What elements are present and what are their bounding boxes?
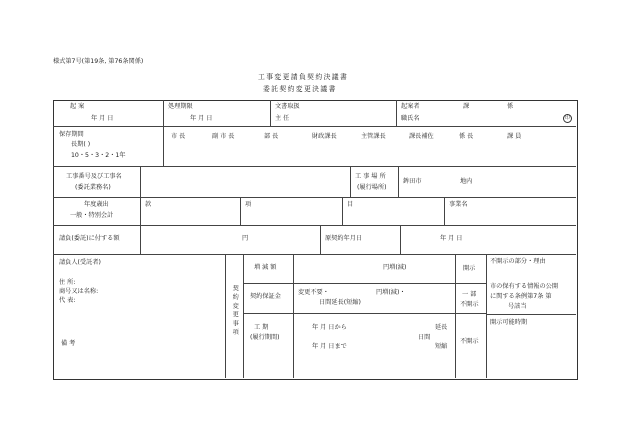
- ko-label: 項: [245, 201, 252, 208]
- choki-label: 長期( ): [71, 141, 91, 148]
- kaiji-label: 開示: [463, 265, 476, 272]
- approver-assistant-chief: 課長補佐: [409, 133, 434, 140]
- bunsho-label: 文書取扱: [275, 103, 300, 110]
- approver-finance-chief: 財政課長: [312, 133, 337, 140]
- kiansha-label: 起案者: [401, 103, 420, 110]
- hoshokin-label: 契約保証金: [250, 293, 281, 300]
- nikan-label: 日間: [418, 334, 431, 341]
- approver-director: 部 長: [264, 133, 279, 140]
- rikou-kikan-label: (履行期間): [250, 334, 280, 341]
- nendo-label: 年度歳出: [84, 201, 109, 208]
- col-divider: [243, 254, 244, 378]
- kaikei-label: 一般・特別会計: [70, 212, 114, 219]
- city-name: 鉾田市: [403, 178, 422, 185]
- kian-label: 起 案: [70, 103, 85, 110]
- tanshuku-label: 短縮: [435, 343, 448, 350]
- hoshokin-yen: 円増(減)・: [376, 289, 406, 296]
- col-divider: [140, 197, 141, 225]
- col-divider: [350, 166, 351, 197]
- row-divider: [53, 166, 576, 167]
- row-divider: [53, 225, 576, 226]
- document-title-commission: 委託契約変更決議書: [263, 85, 337, 93]
- row-divider: [53, 197, 576, 198]
- cell-divider: [243, 313, 486, 314]
- chinai-label: 地内: [460, 178, 473, 185]
- kakari-label: 係: [507, 103, 514, 110]
- col-divider: [455, 254, 456, 378]
- approver-mayor: 市 長: [171, 133, 186, 140]
- fukaiji-part-label: 不開示の部分・理由: [490, 258, 546, 265]
- col-divider: [163, 126, 164, 166]
- ukeoi-amount-label: 請負(委託)に付する額: [59, 235, 120, 242]
- kaiji-jiki-label: 開示可能時期: [490, 319, 528, 326]
- zogen-yen: 円増(減): [383, 264, 407, 271]
- keiyaku-henko-vertical: 契約変更事項: [231, 285, 239, 338]
- encho-label: 延長: [435, 324, 448, 331]
- col-divider: [163, 100, 164, 126]
- row-divider: [53, 254, 576, 255]
- seal-icon: 印: [564, 115, 570, 121]
- shunin-label: 主 任: [275, 115, 290, 122]
- col-divider: [140, 225, 141, 254]
- col-divider: [444, 197, 445, 225]
- row-divider: [53, 126, 576, 127]
- bikou-label: 備 考: [61, 340, 76, 347]
- koji-name-label: 工事番号及び工事名: [66, 173, 122, 180]
- approver-subsection-chief: 係 長: [459, 133, 474, 140]
- col-divider: [140, 166, 141, 197]
- col-divider: [293, 254, 294, 378]
- koki-from-date: 年 月 日から: [312, 324, 347, 331]
- form-table-frame: [53, 100, 578, 380]
- cell-divider: [243, 283, 486, 284]
- ukeoi-nin-label: 請負人(受託者): [59, 259, 101, 266]
- itaku-name-label: (委託業務名): [75, 184, 111, 191]
- koki-to-date: 年 月 日まで: [312, 343, 347, 350]
- ka-label: 課: [463, 103, 470, 110]
- kian-date: 年 月 日: [91, 115, 114, 122]
- kan-label: 款: [145, 201, 152, 208]
- zogen-label: 増 減 額: [254, 264, 277, 271]
- shogo-label: 商号又は名称:: [59, 288, 99, 295]
- gen-keiyaku-label: 原契約年月日: [325, 235, 363, 242]
- col-divider: [320, 225, 321, 254]
- form-number: 様式第7号(第19条, 第76条関係): [53, 58, 144, 65]
- moku-label: 目: [347, 201, 354, 208]
- approver-staff: 課 員: [507, 133, 522, 140]
- fukaiji-reason-line2: に関する条例第7条 第: [490, 293, 552, 300]
- approver-section-chief: 主管課長: [361, 133, 386, 140]
- col-divider: [396, 100, 397, 126]
- col-divider: [398, 166, 399, 197]
- henko-fuyo: 変更不要・: [298, 289, 329, 296]
- document-title-construction: 工事変更請負契約決議書: [258, 73, 349, 81]
- col-divider: [342, 197, 343, 225]
- fukaiji-reason-line1: 市の保有する情報の公開: [490, 283, 559, 290]
- shori-date: 年 月 日: [190, 115, 213, 122]
- rikou-basho-label: (履行場所): [357, 184, 387, 191]
- shori-label: 処理期限: [168, 103, 193, 110]
- col-divider: [486, 254, 487, 378]
- col-divider: [270, 100, 271, 126]
- shokushimei-label: 職氏名: [401, 115, 420, 122]
- col-divider: [240, 197, 241, 225]
- daihyo-label: 代 表:: [59, 297, 76, 304]
- nissu-encho: 日間延長(短縮): [319, 299, 361, 306]
- fukaiji-label: 不開示: [460, 338, 479, 345]
- jusho-label: 住 所:: [59, 279, 76, 286]
- ichibu-label: 一 部: [462, 291, 477, 298]
- hozon-label: 保存期間: [59, 131, 84, 138]
- col-divider: [225, 254, 226, 378]
- basho-label: 工 事 場 所: [355, 173, 386, 180]
- jigyo-label: 事業名: [449, 201, 468, 208]
- ichibu-fukaiji-label: 不開示: [460, 301, 479, 308]
- hozon-years: 10・5・3・2・1年: [71, 152, 126, 159]
- col-divider: [400, 225, 401, 254]
- fukaiji-reason-line3: 号該当: [508, 303, 527, 310]
- yen-unit: 円: [242, 235, 249, 242]
- koki-label: 工 期: [254, 324, 269, 331]
- cell-divider: [486, 314, 576, 315]
- approver-deputy-mayor: 副 市 長: [212, 133, 235, 140]
- gen-keiyaku-date: 年 月 日: [440, 235, 463, 242]
